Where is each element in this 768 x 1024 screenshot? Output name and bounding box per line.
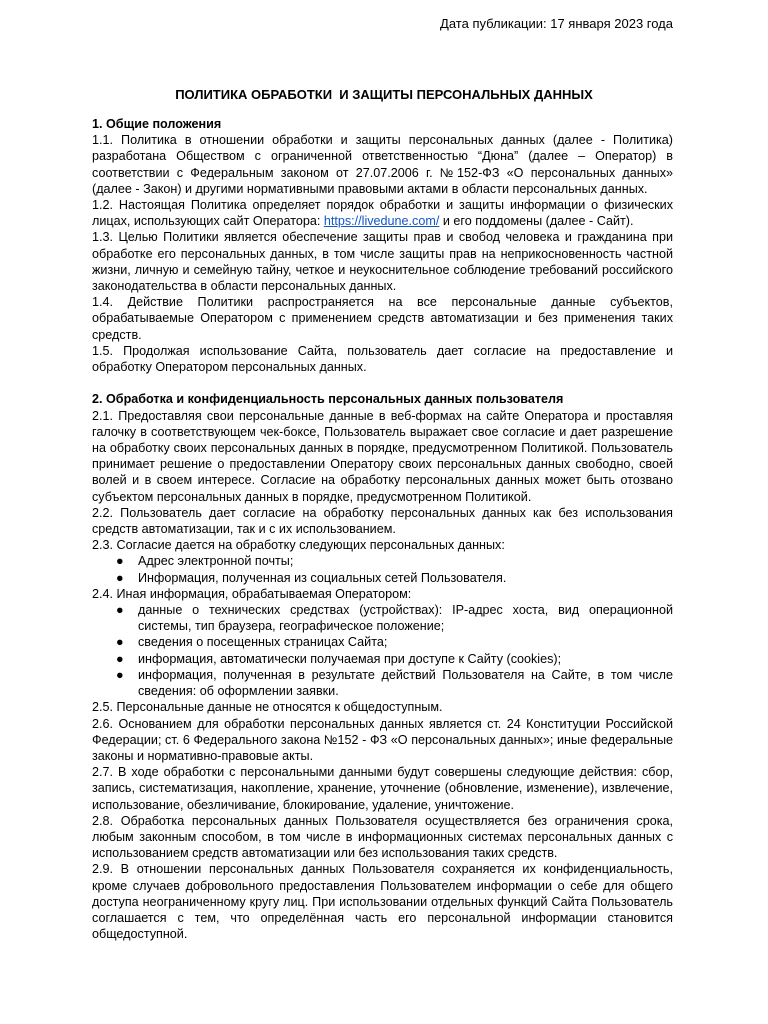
document-body: [92, 116, 673, 942]
paragraph-1-1: 1.1. Политика в отношении обработки и защиты персональных данных (далее - Политика) разработана Обществом с ограниченной ответственностью “Дюна” (далее – Оператор) в соответствии с Федеральным законом от 27.07.2006 г. №152-ФЗ «О персональных данных» (далее - Закон) и другими нормативными правовыми актами в области персональных данных.: [92, 133, 673, 196]
list-item-text: информация, автоматически получаемая при доступе к Сайту (cookies);: [138, 651, 562, 666]
paragraph-1-2-text: 1.2. Настоящая Политика определяет порядок обработки и защиты информации о физических лицах, использующих сайт Оператора:: [92, 198, 673, 229]
paragraph-2-6: 2.6. Основанием для обработки персональных данных является ст. 24 Конституции Российской Федерации; ст. 6 Федерального закона №152 - ФЗ «О персональных данных»; иные федеральные законы и нормативно-правовые акты.: [92, 716, 673, 763]
bullet-icon: ●: [116, 603, 124, 618]
list-item: [92, 570, 673, 586]
paragraph-1-3: 1.3. Целью Политики является обеспечение защиты прав и свобод человека и гражданина при обработке его персональных данных, в том числе защиты прав на неприкосновенность частной жизни, личную и семейную тайну, четкое и неукоснительное соблюдение требований российского законодательства в области персональных данных.: [92, 230, 673, 294]
list-2-3: [92, 553, 673, 585]
document-title: ПОЛИТИКА ОБРАБОТКИ И ЗАЩИТЫ ПЕРСОНАЛЬНЫХ ДАННЫХ: [175, 87, 593, 102]
paragraph-2-2: 2.2. Пользователь дает согласие на обработку персональных данных как без использования средств автоматизации, так и с их использованием.: [92, 505, 673, 537]
list-item: [92, 634, 673, 650]
list-2-4: [92, 602, 673, 699]
section-1-heading: 1. Общие положения: [92, 117, 222, 131]
paragraph-2-1: 2.1. Предоставляя свои персональные данные в веб-формах на сайте Оператора и проставляя галочку в соответствующем чек-боксе, Пользователь выражает свое согласие и дает разрешение на обработку своих персональных данных в порядке, предусмотренном Политикой. Пользователь принимает решение о предоставлении Оператору своих персональных данных свободно, своей волей и в своем интересе. Согласие на обработку персональных данных может быть отозвано субъектом персональных данных в порядке, предусмотренном Политикой.: [92, 408, 673, 504]
list-item-text: Адрес электронной почты;: [138, 554, 294, 569]
list-item: [92, 553, 673, 569]
section-2-heading: 2. Обработка и конфиденциальность персональных данных пользователя: [92, 392, 564, 407]
paragraph-1-2: [92, 197, 673, 229]
list-item-text: данные о технических средствах (устройствах): IP-адрес хоста, вид операционной системы, тип браузера, географическое положение;: [138, 603, 673, 634]
paragraph-1-4: 1.4. Действие Политики распространяется на все персональные данные субъектов, обрабатываемые Оператором с применением средств автоматизации и без применения таких средств.: [92, 295, 673, 342]
paragraph-2-5: 2.5. Персональные данные не относятся к общедоступным.: [92, 700, 443, 715]
publication-date: Дата публикации: 17 января 2023 года: [440, 16, 673, 31]
list-item: [92, 602, 673, 634]
paragraph-1-5: 1.5. Продолжая использование Сайта, пользователь дает согласие на предоставление и обработку Оператором персональных данных.: [92, 343, 673, 375]
paragraph-2-9: 2.9. В отношении персональных данных Пользователя сохраняется их конфиденциальность, кроме случаев добровольного предоставления Пользователем информации о себе для общего доступа неограниченному кругу лиц. При использовании отдельных функций Сайта Пользователь соглашается с тем, что определённая часть его персональной информации становится общедоступной.: [92, 862, 673, 942]
paragraph-2-3: 2.3. Согласие дается на обработку следующих персональных данных:: [92, 538, 505, 553]
section-spacer: [92, 375, 673, 391]
list-item: [92, 651, 673, 667]
bullet-icon: ●: [116, 651, 124, 666]
paragraph-1-2-suffix: и его поддомены (далее - Сайт).: [439, 214, 634, 229]
list-item-text: Информация, полученная из социальных сетей Пользователя.: [138, 570, 507, 585]
list-item-text: информация, полученная в результате действий Пользователя на Сайте, в том числе сведения: об оформлении заявки.: [138, 667, 673, 699]
paragraph-2-8: 2.8. Обработка персональных данных Пользователя осуществляется без ограничения срока, любым законным способом, в том числе в информационных системах персональных данных с использованием средств автоматизации или без использования таких средств.: [92, 813, 673, 861]
list-item-text: сведения о посещенных страницах Сайта;: [138, 635, 388, 650]
paragraph-2-7: 2.7. В ходе обработки с персональными данными будут совершены следующие действия: сбор, запись, систематизация, накопление, хранение, уточнение (обновление, изменение), извлечение, использование, обезличивание, блокирование, удаление, уничтожение.: [92, 765, 673, 812]
bullet-icon: ●: [116, 554, 124, 569]
list-item: [92, 667, 673, 699]
paragraph-2-4: 2.4. Иная информация, обрабатываемая Оператором:: [92, 586, 412, 601]
bullet-icon: ●: [116, 570, 124, 585]
bullet-icon: ●: [116, 635, 124, 650]
site-link[interactable]: https://livedune.com/: [323, 214, 440, 229]
bullet-icon: ●: [116, 667, 124, 682]
